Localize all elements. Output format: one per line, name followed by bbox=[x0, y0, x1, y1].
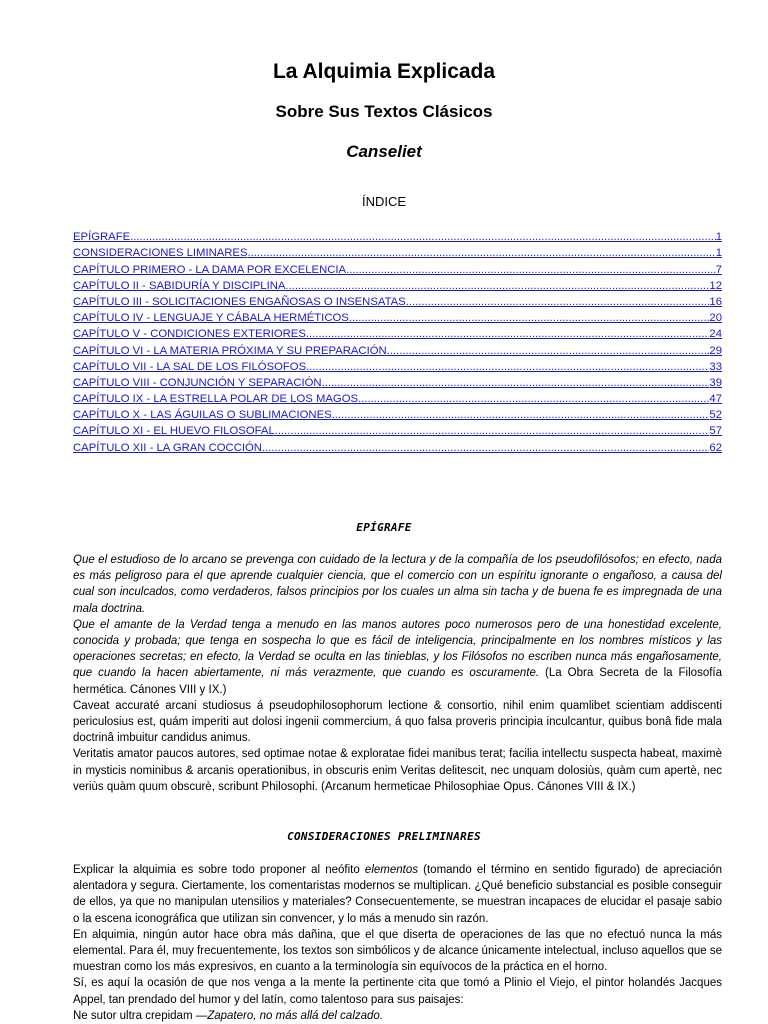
toc-entry-page: 1 bbox=[715, 231, 722, 244]
toc-entry-leader bbox=[346, 263, 716, 277]
table-of-contents bbox=[73, 228, 722, 455]
epigrafe-heading: EPÍGRAFE bbox=[356, 521, 412, 534]
epigrafe-paragraph-2 bbox=[73, 617, 722, 698]
toc-entry-label: CAPÍTULO IX - LA ESTRELLA POLAR DE LOS MAGOS bbox=[73, 393, 359, 406]
toc-entry-label: CAPÍTULO XII - LA GRAN COCCIÓN bbox=[73, 441, 262, 454]
epigrafe-text bbox=[73, 552, 722, 795]
consideraciones-p1-c: (tomando el término en sentido figurado) de apreciación alentadora y segura. Ciertamente, los comentaristas modernos se multiplican. ¿Qué beneficio substancial es posible conseguir de ellos, ya que no manipulan utensilios y materiales? Consecuentemente, se muestran incapaces de elucidar el pasaje sabio o la escena iconográfica que utilizan sin convencer, y lo más a menudo sin razón. bbox=[73, 864, 722, 925]
toc-entry[interactable] bbox=[73, 309, 722, 325]
toc-entry-leader bbox=[275, 424, 710, 438]
toc-entry-leader bbox=[349, 311, 710, 325]
toc-entry[interactable] bbox=[73, 374, 722, 390]
consideraciones-p4-b: Zapatero, no más allá del calzado. bbox=[207, 1009, 384, 1022]
toc-entry-leader bbox=[306, 327, 710, 341]
toc-entry[interactable] bbox=[73, 260, 722, 276]
toc-entry-label: CAPÍTULO V - CONDICIONES EXTERIORES bbox=[73, 328, 306, 341]
consideraciones-p1-b: elementos bbox=[364, 864, 418, 876]
toc-entry-label: EPÍGRAFE bbox=[73, 231, 131, 244]
document-author: Canseliet bbox=[346, 142, 422, 161]
document-title: La Alquimia Explicada bbox=[272, 60, 496, 83]
toc-entry-page: 39 bbox=[709, 376, 722, 389]
toc-entry-label: CAPÍTULO III - SOLICITACIONES ENGAÑOSAS O INSENSATAS bbox=[73, 295, 406, 308]
toc-entry-page: 24 bbox=[709, 328, 722, 341]
consideraciones-p1-a: Explicar la alquimia es sobre todo proponer al neófito bbox=[73, 864, 365, 876]
toc-entry[interactable] bbox=[73, 293, 722, 309]
toc-entry-label: CONSIDERACIONES LIMINARES bbox=[73, 247, 248, 260]
toc-entry[interactable] bbox=[73, 438, 722, 454]
toc-entry-label: CAPÍTULO VII - LA SAL DE LOS FILÓSOFOS bbox=[73, 360, 307, 373]
toc-entry[interactable] bbox=[73, 358, 722, 374]
consideraciones-paragraph-2: En alquimia, ningún autor hace obra más dañina, que el que diserta de operaciones de las que no efectuó nunca la más elemental. Para él, muy frecuentemente, los textos son simbólicos y de alcance únicamente intelectual, incluso aquellos que se muestran como los más expresivos, en cuanto a la terminología sin equívocos de la práctica en el horno. bbox=[73, 928, 722, 974]
toc-entry-label: CAPÍTULO PRIMERO - LA DAMA POR EXCELENCIA bbox=[73, 263, 347, 276]
index-heading: ÍNDICE bbox=[361, 194, 407, 209]
epigrafe-paragraph-2-source: (La Obra Secreta de la Filosofía hermética. Cánones VIII y IX.) bbox=[73, 667, 722, 696]
toc-entry[interactable] bbox=[73, 228, 722, 244]
toc-entry-page: 12 bbox=[709, 279, 722, 292]
consideraciones-p4-a: Ne sutor ultra crepidam — bbox=[73, 1009, 208, 1022]
toc-entry-label: CAPÍTULO IV - LENGUAJE Y CÁBALA HERMÉTICOS bbox=[73, 312, 349, 325]
toc-entry-leader bbox=[285, 279, 709, 293]
toc-entry-leader bbox=[130, 230, 716, 244]
consideraciones-text bbox=[73, 862, 722, 1024]
toc-entry[interactable] bbox=[73, 406, 722, 422]
document-subtitle: Sobre Sus Textos Clásicos bbox=[275, 102, 493, 121]
toc-entry[interactable] bbox=[73, 422, 722, 438]
toc-entry-leader bbox=[387, 344, 710, 358]
toc-entry-page: 7 bbox=[715, 263, 722, 276]
consideraciones-paragraph-4 bbox=[73, 1008, 722, 1024]
toc-entry-page: 20 bbox=[709, 312, 722, 325]
toc-entry-page: 29 bbox=[709, 344, 722, 357]
toc-entry-leader bbox=[306, 360, 709, 374]
epigrafe-paragraph-2-italic: Que el amante de la Verdad tenga a menudo en las manos autores poco numerosos pero de una honestidad excelente, conocida y probada; que tenga en sospecha lo que es fácil de inteligencia, principalmente en los nombres místicos y las operaciones secretas; en efecto, la Verdad se oculta en las tinieblas, y los Filósofos no escriben nunca más engañosamente, que cuando la hacen abiertamente, ni más verazmente, que cuando es oscuramente. bbox=[73, 618, 722, 680]
toc-entry-page: 1 bbox=[715, 247, 722, 260]
consideraciones-paragraph-1 bbox=[73, 862, 722, 927]
toc-entry-leader bbox=[322, 376, 710, 390]
toc-entry-label: CAPÍTULO II - SABIDURÍA Y DISCIPLINA bbox=[73, 279, 286, 292]
toc-entry-page: 52 bbox=[709, 409, 722, 422]
toc-entry-page: 62 bbox=[709, 441, 722, 454]
toc-entry-leader bbox=[262, 441, 709, 455]
toc-entry[interactable] bbox=[73, 244, 722, 260]
toc-entry[interactable] bbox=[73, 277, 722, 293]
epigrafe-paragraph-3: Caveat accuraté arcani studiosus á pseudophilosophorum lectione & consortio, nihil enim quamlibet scientiam addiscenti periculosius est, quám imperiti aut dolosi ingenii commercium, á quo falsa proveris principia inculcantur, quibus bonâ fide mala doctrinâ imbuitur candidus animus. bbox=[73, 699, 722, 745]
toc-entry-leader bbox=[358, 392, 709, 406]
consideraciones-paragraph-3: Sí, es aquí la ocasión de que nos venga a la mente la pertinente cita que tomó a Plinio el Viejo, el pintor holandés Jacques Appel, tan prendado del humor y del latín, como talentoso para sus paisajes: bbox=[73, 977, 722, 1006]
toc-entry-leader bbox=[248, 246, 716, 260]
toc-entry-page: 33 bbox=[709, 360, 722, 373]
epigrafe-paragraph-1: Que el estudioso de lo arcano se prevenga con cuidado de la lectura y de la compañía de los pseudofilósofos; en efecto, nada es más peligroso para el que aprende cualquier ciencia, que el comercio con un espíritu ignorante o engañoso, a causa del cual son inculcados, como verdaderos, falsos principios por los cuales un alma sin tacha y de buena fe es impregnada de una mala doctrina. bbox=[73, 554, 722, 615]
toc-entry[interactable] bbox=[73, 341, 722, 357]
toc-entry-page: 16 bbox=[709, 295, 722, 308]
epigrafe-paragraph-4: Veritatis amator paucos autores, sed optimae notae & exploratae fidei manibus terat; facilia intellectu suspecta habeat, maximè in mysticis nominibus & arcanis operationibus, in obscuris enim Veritas delitescit, nec unquam dolosiùs, quàm cum apertè, nec veriùs quàm quum obscurè, scribunt Philosophi. (Arcanum hermeticae Philosophiae Opus. Cánones VIII & IX.) bbox=[73, 748, 722, 793]
toc-entry[interactable] bbox=[73, 325, 722, 341]
toc-entry-label: CAPÍTULO VIII - CONJUNCIÓN Y SEPARACIÓN bbox=[73, 376, 322, 389]
consideraciones-heading: CONSIDERACIONES PRELIMINARES bbox=[287, 830, 481, 843]
toc-entry-leader bbox=[406, 295, 710, 309]
toc-entry-label: CAPÍTULO VI - LA MATERIA PRÓXIMA Y SU PREPARACIÓN bbox=[73, 344, 387, 357]
toc-entry-page: 47 bbox=[709, 393, 722, 406]
toc-entry[interactable] bbox=[73, 390, 722, 406]
toc-entry-leader bbox=[332, 408, 710, 422]
toc-entry-label: CAPÍTULO XI - EL HUEVO FILOSOFAL bbox=[73, 425, 275, 438]
toc-entry-label: CAPÍTULO X - LAS ÁGUILAS O SUBLIMACIONES bbox=[73, 409, 332, 422]
toc-entry-page: 57 bbox=[709, 425, 722, 438]
